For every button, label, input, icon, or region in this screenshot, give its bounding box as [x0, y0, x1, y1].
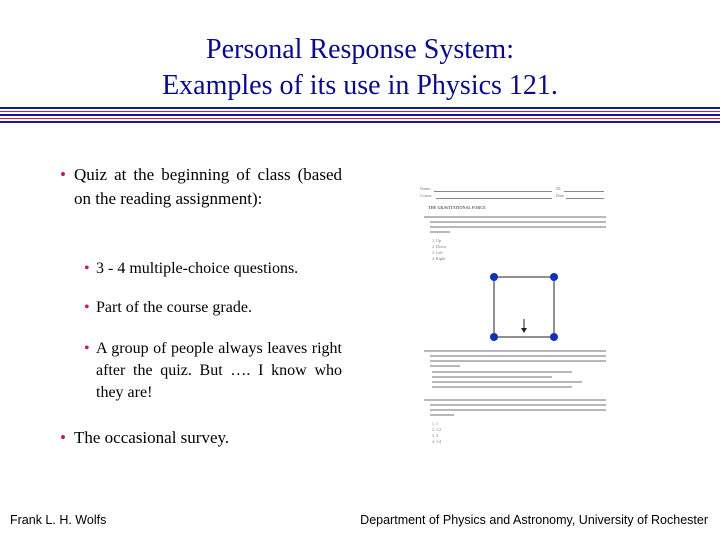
quiz-name-label: Name:: [420, 186, 431, 191]
quiz-q3-answer: 2. 1/2: [432, 427, 442, 432]
bullet-quiz: [60, 163, 342, 211]
footer-author: Frank L. H. Wolfs: [10, 513, 107, 527]
bullet-dot: •: [60, 165, 66, 184]
bullet-survey: [60, 426, 342, 450]
quiz-text-line: [424, 216, 606, 218]
mass-dot-top-right: [550, 273, 558, 281]
sub-bullet-dot: •: [84, 299, 90, 316]
quiz-text-line: [430, 355, 606, 357]
quiz-text-line: [432, 381, 582, 383]
force-arrow-head: [521, 328, 527, 333]
quiz-text-line: [430, 409, 606, 411]
title-line-2: Examples of its use in Physics 121.: [162, 70, 558, 101]
sub-bullet-3-text: A group of people always leaves right after the quiz. But …. I know who they are!: [96, 340, 342, 401]
quiz-course-underline: [436, 198, 552, 199]
quiz-text-line: [430, 360, 606, 362]
mass-dot-top-left: [490, 273, 498, 281]
quiz-text-line: [432, 376, 552, 378]
quiz-text-line: [424, 350, 606, 352]
quiz-q3-answer: 3. 4: [432, 433, 438, 438]
sub-bullet-2-text: Part of the course grade.: [96, 299, 252, 316]
quiz-q1-answer: 2. Down: [432, 244, 446, 249]
quiz-text-line: [432, 371, 572, 373]
sub-bullet-1: [84, 258, 342, 280]
sub-bullet-3: [84, 338, 342, 404]
quiz-date-underline: [566, 198, 604, 199]
quiz-text-line: [430, 231, 450, 233]
quiz-text-line: [430, 221, 606, 223]
sub-bullet-dot: •: [84, 260, 90, 277]
sub-bullet-2: [84, 297, 342, 319]
footer-department: Department of Physics and Astronomy, University of Rochester: [360, 513, 708, 527]
quiz-diagram: [484, 267, 564, 347]
quiz-text-line: [432, 386, 572, 388]
quiz-text-line: [430, 404, 606, 406]
quiz-q3-answer: 1. 1: [432, 421, 438, 426]
bullet-survey-text: The occasional survey.: [74, 428, 230, 447]
sub-bullet-1-text: 3 - 4 multiple-choice questions.: [96, 260, 299, 277]
bullet-quiz-text: Quiz at the beginning of class (based on the reading assignment):: [74, 165, 342, 208]
quiz-text-line: [430, 414, 454, 416]
quiz-text-line: [430, 226, 606, 228]
quiz-course-label: Course:: [420, 193, 433, 198]
quiz-text-line: [424, 399, 606, 401]
sub-bullet-dot: •: [84, 340, 90, 357]
quiz-text-line: [430, 365, 460, 367]
quiz-heading: THE GRAVITATIONAL FORCE: [428, 205, 486, 210]
quiz-q1-answer: 4. Right: [432, 256, 445, 261]
quiz-q1-answer: 3. Left: [432, 250, 443, 255]
mass-dot-bottom-left: [490, 333, 498, 341]
quiz-id-underline: [564, 191, 604, 192]
quiz-name-underline: [434, 191, 552, 192]
quiz-sheet-image: [418, 185, 614, 455]
quiz-q1-answer: 1. Up: [432, 238, 441, 243]
bullet-dot: •: [60, 428, 66, 447]
title-line-1: Personal Response System:: [206, 34, 514, 65]
quiz-date-label: Date:: [556, 193, 565, 198]
mass-dot-bottom-right: [550, 333, 558, 341]
quiz-q3-answer: 4. 1/4: [432, 439, 442, 444]
quiz-id-label: ID:: [556, 186, 562, 191]
